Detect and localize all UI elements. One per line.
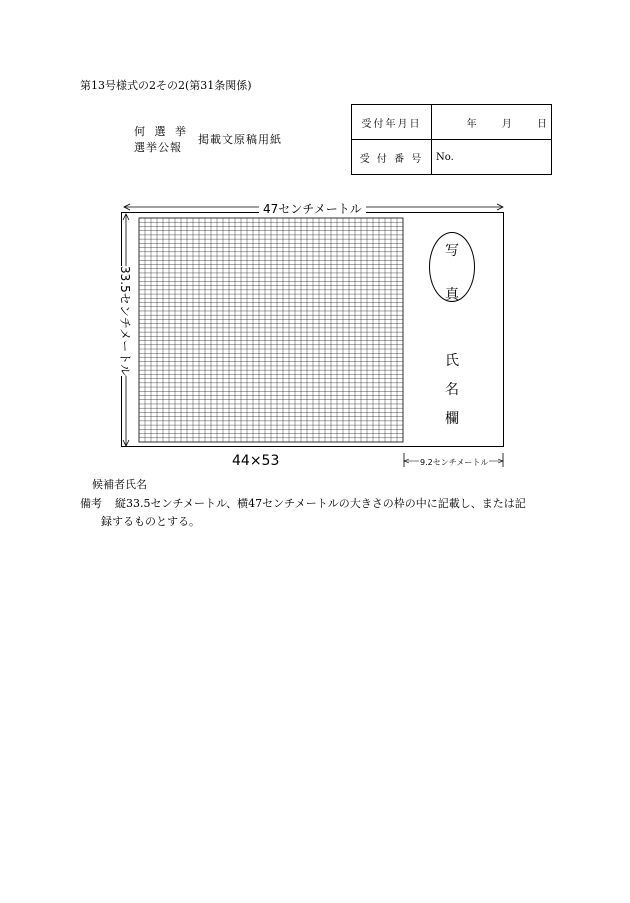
- name-field-char-1: 氏: [445, 353, 459, 369]
- election-name-label: 何 選 挙: [134, 125, 189, 138]
- form-title: 第13号様式の2その2(第31条関係): [80, 79, 252, 92]
- note-label: 備考: [80, 497, 102, 510]
- day-label: 日: [537, 118, 547, 130]
- photo-char-1: 写: [445, 243, 459, 259]
- month-label: 月: [501, 118, 512, 130]
- note-line-1: 縦33.5センチメートル、横47センチメートルの大きさの枠の中に記載し、または記: [115, 497, 526, 510]
- note-line-2: 録するものとする。: [101, 515, 200, 528]
- width-label: 47センチメートル: [259, 200, 366, 217]
- height-label: 33.5センチメートル: [118, 266, 132, 377]
- year-label: 年: [466, 118, 477, 130]
- name-field-char-2: 名: [445, 382, 459, 398]
- receipt-number-label: 受 付 番 号: [352, 140, 432, 175]
- paper-title: 掲載文原稿用紙: [198, 133, 282, 146]
- side-width-label: 9.2センチメートル: [420, 458, 489, 467]
- receipt-date-label: 受付年月日: [352, 105, 432, 140]
- candidate-name-label: 候補者氏名: [92, 478, 147, 491]
- photo-char-2: 真: [445, 287, 459, 303]
- election-bulletin-label: 選挙公報: [134, 141, 182, 154]
- number-prefix: No.: [436, 151, 454, 163]
- grid-size-label: 44×53: [232, 453, 280, 469]
- name-field-char-3: 欄: [445, 411, 459, 427]
